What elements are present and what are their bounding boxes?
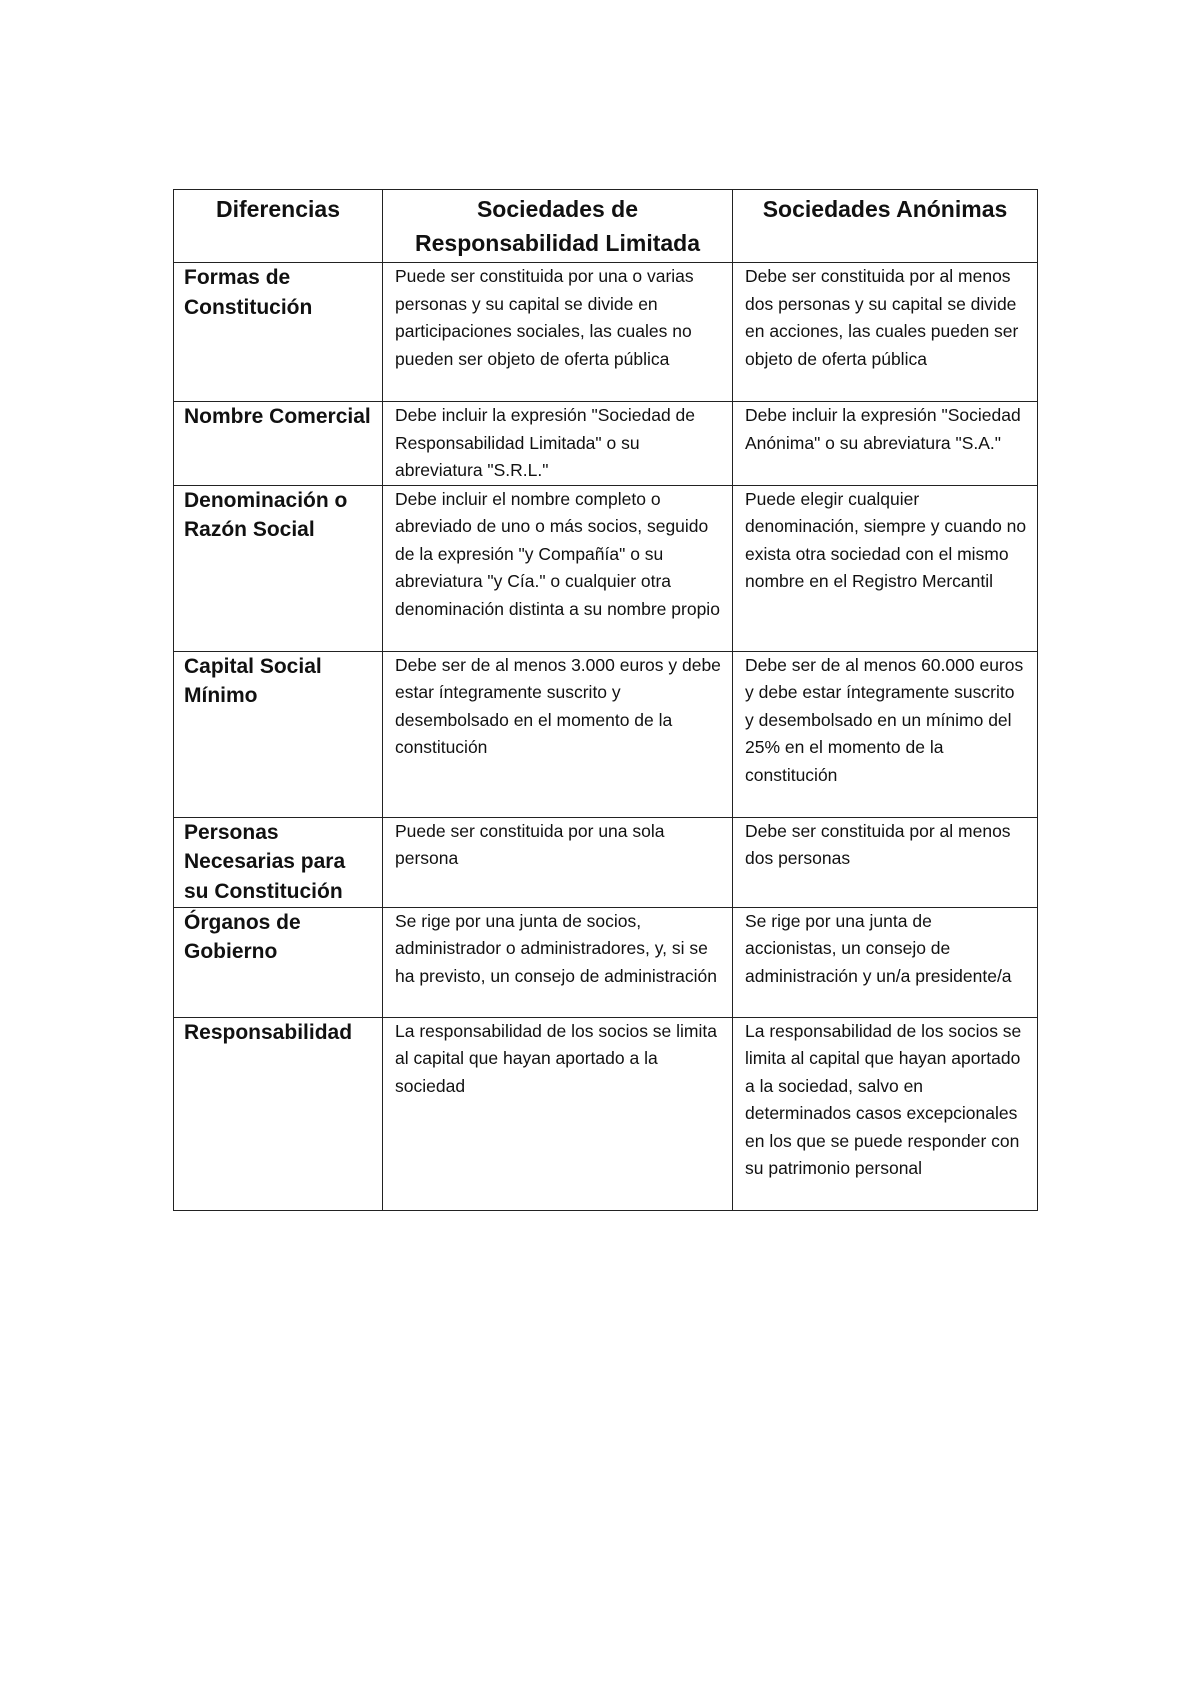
row-label: Nombre Comercial xyxy=(174,402,383,486)
table-header-row xyxy=(174,190,1038,263)
header-sa: Sociedades Anónimas xyxy=(733,190,1038,263)
srl-cell: Debe ser de al menos 3.000 euros y debe estar íntegramente suscrito y desembolsado en el momento de la constitución xyxy=(383,651,733,817)
srl-cell: Se rige por una junta de socios, administrador o administradores, y, si se ha previsto, un consejo de administración xyxy=(383,907,733,1017)
row-label: Formas de Constitución xyxy=(174,263,383,402)
row-label: Órganos de Gobierno xyxy=(174,907,383,1017)
row-label: Denominación o Razón Social xyxy=(174,485,383,651)
srl-cell: Debe incluir el nombre completo o abreviado de uno o más socios, seguido de la expresión "y Compañía" o su abreviatura "y Cía." o cualquier otra denominación distinta a su nombre propio xyxy=(383,485,733,651)
header-srl: Sociedades de Responsabilidad Limitada xyxy=(383,190,733,263)
table-row xyxy=(174,402,1038,486)
sa-cell: Puede elegir cualquier denominación, siempre y cuando no exista otra sociedad con el mismo nombre en el Registro Mercantil xyxy=(733,485,1038,651)
sa-cell: Debe ser constituida por al menos dos personas xyxy=(733,817,1038,907)
sa-cell: Debe incluir la expresión "Sociedad Anónima" o su abreviatura "S.A." xyxy=(733,402,1038,486)
row-label: Capital Social Mínimo xyxy=(174,651,383,817)
srl-cell: Debe incluir la expresión "Sociedad de Responsabilidad Limitada" o su abreviatura "S.R.L." xyxy=(383,402,733,486)
table-row xyxy=(174,817,1038,907)
comparison-table xyxy=(173,189,1038,1211)
srl-cell: Puede ser constituida por una sola persona xyxy=(383,817,733,907)
table-row xyxy=(174,907,1038,1017)
srl-cell: Puede ser constituida por una o varias personas y su capital se divide en participaciones sociales, las cuales no pueden ser objeto de oferta pública xyxy=(383,263,733,402)
row-label: Responsabilidad xyxy=(174,1017,383,1210)
sa-cell: Se rige por una junta de accionistas, un consejo de administración y un/a presidente/a xyxy=(733,907,1038,1017)
table-row xyxy=(174,263,1038,402)
header-differences: Diferencias xyxy=(174,190,383,263)
table-row xyxy=(174,485,1038,651)
srl-cell: La responsabilidad de los socios se limita al capital que hayan aportado a la sociedad xyxy=(383,1017,733,1210)
sa-cell: Debe ser de al menos 60.000 euros y debe estar íntegramente suscrito y desembolsado en un mínimo del 25% en el momento de la constitución xyxy=(733,651,1038,817)
table-row xyxy=(174,1017,1038,1210)
sa-cell: Debe ser constituida por al menos dos personas y su capital se divide en acciones, las cuales pueden ser objeto de oferta pública xyxy=(733,263,1038,402)
row-label: Personas Necesarias para su Constitución xyxy=(174,817,383,907)
sa-cell: La responsabilidad de los socios se limita al capital que hayan aportado a la sociedad, salvo en determinados casos excepcionales en los que se puede responder con su patrimonio personal xyxy=(733,1017,1038,1210)
table-row xyxy=(174,651,1038,817)
